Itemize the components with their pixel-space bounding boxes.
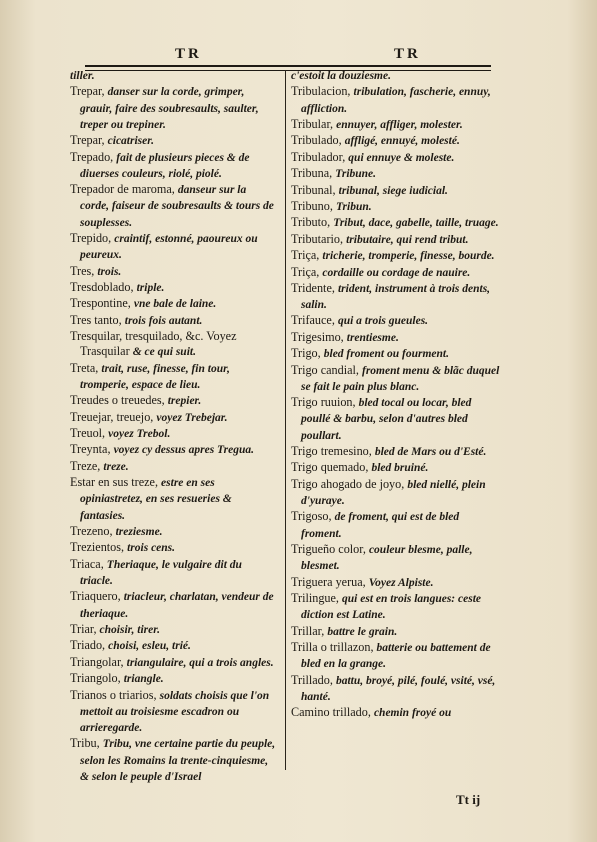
entry-headword: Trilingue, [291, 591, 343, 605]
dictionary-entry [70, 622, 276, 638]
dictionary-entry [291, 542, 501, 574]
dictionary-entry [70, 459, 276, 475]
dictionary-entry [70, 280, 276, 296]
dictionary-entry [291, 705, 501, 721]
entry-definition: couleur blesme, palle, blesmet. [301, 544, 473, 573]
dictionary-entry [291, 330, 501, 346]
dictionary-entry [291, 591, 501, 623]
dictionary-entry [70, 524, 276, 540]
entry-definition: tiller. [70, 70, 95, 82]
dictionary-entry [70, 655, 276, 671]
entry-headword: Trigo ahogado de joyo, [291, 476, 408, 491]
entry-headword: Trigueño color, [291, 542, 369, 557]
entry-headword: Trezientos, [70, 540, 128, 555]
entry-definition: craintif, estonné, paoureux ou peureux. [80, 232, 258, 262]
dictionary-entry [291, 133, 501, 149]
entry-definition: triple. [136, 281, 165, 294]
entry-definition: bled froment ou fourment. [323, 348, 449, 361]
entry-headword: Trigo, [291, 346, 324, 361]
entry-definition: de froment, qui est de bled froment. [301, 511, 460, 540]
entry-definition: tributaire, qui rend tribut. [346, 233, 469, 246]
dictionary-entry [70, 426, 276, 442]
entry-definition: trepier. [167, 395, 202, 408]
entry-headword: Trepado, [70, 149, 117, 164]
dictionary-entry [70, 296, 276, 312]
entry-definition: cicatriser. [107, 135, 154, 148]
entry-headword: Treudes o treuedes, [70, 393, 168, 408]
entry-definition: Theriaque, le vulgaire dit du triacle. [80, 558, 242, 588]
entry-headword: Triangolar, [70, 654, 127, 669]
entry-headword: Camino trillado, [291, 705, 374, 720]
entry-headword: Triaca, [70, 556, 107, 571]
entry-headword: Trepador de maroma, [70, 182, 178, 197]
dictionary-entry [291, 673, 501, 705]
dictionary-entry [70, 589, 276, 621]
entry-headword: Estar en sus treze, [70, 475, 162, 490]
entry-definition: trois fois autant. [124, 314, 203, 327]
dictionary-entry [291, 68, 501, 84]
entry-headword: Tribunal, [291, 182, 339, 197]
entry-headword: Tres, [70, 263, 98, 278]
entry-definition: Voyez Alpiste. [368, 576, 434, 589]
entry-definition: Tribun. [335, 200, 372, 213]
entry-headword: Trigoso, [291, 509, 335, 524]
entry-headword: Treuol, [70, 426, 109, 441]
dictionary-entry [70, 182, 276, 231]
entry-headword: Trigo tremesino, [291, 444, 375, 459]
entry-definition: voyez Trebejar. [156, 411, 228, 424]
dictionary-entry [291, 117, 501, 133]
entry-definition: bled niellé, plein d'yuraye. [301, 478, 486, 508]
entry-definition: battre le grain. [327, 625, 398, 638]
entry-definition: bled de Mars ou d'Esté. [374, 446, 487, 459]
entry-headword: Tresdoblado, [70, 279, 137, 294]
dictionary-entry [70, 84, 276, 133]
dictionary-entry [70, 313, 276, 329]
dictionary-entry [291, 84, 501, 116]
dictionary-entry [70, 638, 276, 654]
entry-definition: triangulaire, qui a trois angles. [126, 656, 274, 669]
entry-definition: choisir, tirer. [99, 624, 160, 637]
header-rule [85, 65, 491, 67]
dictionary-entry [291, 313, 501, 329]
entry-definition: qui ennuye & moleste. [348, 151, 455, 164]
entry-definition: trident, instrument à trois dents, salin. [301, 282, 491, 312]
dictionary-entry [291, 199, 501, 215]
entry-headword: Trespontine, [70, 296, 134, 311]
right-column [291, 68, 501, 722]
entry-headword: Tridente, [291, 280, 338, 295]
dictionary-entry [70, 475, 276, 524]
entry-headword: Trigesimo, [291, 329, 347, 344]
dictionary-entry [70, 442, 276, 458]
entry-definition: chemin froyé ou [373, 707, 452, 720]
running-head-right: TR [394, 46, 421, 62]
entry-definition: choisi, esleu, trié. [108, 640, 191, 653]
entry-definition: bled tocal ou locar, bled poullé & barbu, selon d'autres bled poullart. [301, 397, 472, 442]
entry-headword: Triça, [291, 248, 323, 263]
entry-headword: Trilla o trillazon, [291, 639, 377, 654]
dictionary-entry [291, 640, 501, 672]
entry-headword: Trifauce, [291, 313, 338, 328]
entry-headword: Treuejar, treuejo, [70, 409, 157, 424]
entry-headword: Trezeno, [70, 524, 116, 539]
dictionary-entry [291, 575, 501, 591]
dictionary-entry [70, 410, 276, 426]
dictionary-entry [70, 133, 276, 149]
entry-headword: Tribulado, [291, 133, 345, 148]
entry-definition: bled bruiné. [371, 462, 429, 475]
entry-definition: qui a trois gueules. [337, 315, 429, 328]
dictionary-entry [291, 509, 501, 541]
dictionary-entry [291, 215, 501, 231]
entry-definition: voyez cy dessus apres Tregua. [113, 444, 254, 457]
entry-headword: Trigo quemado, [291, 460, 372, 475]
signature-mark: Tt ij [456, 792, 481, 807]
entry-definition: danseur sur la corde, faiseur de soubresaults & tours de souplesses. [80, 184, 274, 229]
dictionary-entry [70, 150, 276, 182]
entry-headword: Tributo, [291, 215, 334, 230]
dictionary-entry [291, 183, 501, 199]
entry-headword: Tres tanto, [70, 312, 125, 327]
entry-headword: Trigo candial, [291, 362, 362, 377]
entry-headword: Triar, [70, 622, 100, 637]
entry-headword: Treze, [70, 458, 104, 473]
dictionary-entry [70, 671, 276, 687]
entry-headword: Triaquero, [70, 589, 124, 604]
dictionary-entry [70, 736, 276, 785]
entry-definition: fait de plusieurs pieces & de diuerses couleurs, riolé, piolé. [80, 151, 250, 180]
entry-definition: tribunal, siege iudicial. [338, 184, 448, 197]
entry-headword: Tribuno, [291, 198, 336, 213]
dictionary-entry [291, 248, 501, 264]
entry-headword: Trillado, [291, 672, 336, 687]
entry-definition: ennuyer, affliger, molester. [336, 118, 463, 131]
dictionary-entry [70, 68, 276, 84]
dictionary-entry [291, 265, 501, 281]
entry-definition: trois cens. [127, 542, 176, 555]
entry-definition: tricherie, tromperie, finesse, bourde. [322, 250, 495, 263]
dictionary-entry [291, 232, 501, 248]
dictionary-entry [291, 150, 501, 166]
entry-headword: Trianos o triarios, [70, 687, 160, 702]
entry-definition: estre en ses opiniastretez, en ses resueries & fantasies. [80, 477, 232, 522]
entry-headword: Trepar, [70, 84, 108, 99]
dictionary-entry [291, 444, 501, 460]
entry-headword: Trigo ruuion, [291, 395, 359, 410]
dictionary-entry [291, 346, 501, 362]
entry-definition: Tribu, vne certaine partie du peuple, selon les Romains la trente-cinquiesme, & selon le peuple d'Israel [80, 738, 276, 783]
entry-headword: Triado, [70, 638, 109, 653]
dictionary-entry [291, 395, 501, 444]
entry-headword: Trepido, [70, 230, 115, 245]
entry-definition: trentiesme. [346, 331, 399, 344]
entry-headword: Trillar, [291, 623, 328, 638]
entry-definition: qui est en trois langues: ceste diction est Latine. [301, 593, 481, 622]
entry-headword: Tribulacion, [291, 84, 354, 99]
running-head-left: TR [175, 46, 202, 62]
column-divider [285, 70, 286, 770]
entry-definition: voyez Trebol. [108, 428, 171, 441]
dictionary-entry [70, 557, 276, 589]
dictionary-entry [70, 231, 276, 263]
entry-headword: Tresquilar, tresquilado, &c. Voyez Trasquilar [70, 329, 237, 359]
entry-headword: Tribular, [291, 116, 337, 131]
entry-definition: vne bale de laine. [133, 298, 217, 311]
dictionary-entry [70, 393, 276, 409]
entry-definition: tribulation, fascherie, ennuy, affliction. [301, 86, 491, 115]
entry-headword: Trepar, [70, 133, 108, 148]
entry-headword: Tributario, [291, 231, 347, 246]
dictionary-entry [291, 460, 501, 476]
dictionary-entry [291, 363, 501, 395]
entry-definition: froment menu & blãc duquel se fait le pain plus blanc. [301, 364, 500, 393]
dictionary-entry [291, 166, 501, 182]
dictionary-entry [291, 624, 501, 640]
entry-headword: Triguera yerua, [291, 574, 369, 589]
entry-definition: trait, ruse, finesse, fin tour, tromperie, espace de lieu. [80, 362, 230, 391]
entry-headword: Triça, [291, 264, 323, 279]
entry-definition: & ce qui suit. [132, 346, 196, 359]
entry-headword: Treta, [70, 360, 102, 375]
dictionary-entry [70, 329, 276, 360]
dictionary-entry [70, 361, 276, 393]
entry-headword: Triangolo, [70, 671, 124, 686]
entry-definition: triacleur, charlatan, vendeur de theriaque. [80, 591, 274, 620]
entry-definition: affligé, ennuyé, molesté. [344, 135, 460, 148]
entry-definition: triangle. [123, 673, 164, 686]
entry-headword: Treynta, [70, 442, 114, 457]
entry-definition: c'estoit la douziesme. [291, 70, 391, 82]
dictionary-entry [70, 688, 276, 737]
dictionary-entry [70, 264, 276, 280]
dictionary-entry [291, 281, 501, 313]
entry-definition: Tribune. [335, 168, 377, 181]
dictionary-entry [70, 540, 276, 556]
left-column [70, 68, 276, 785]
entry-definition: soldats choisis que l'on mettoit au troisiesme escadron ou arrieregarde. [80, 689, 270, 734]
entry-definition: battu, broyé, pilé, foulé, vsité, vsé, hanté. [301, 674, 496, 703]
entry-definition: danser sur la corde, grimper, grauir, faire des soubresaults, saulter, treper ou trepiner. [80, 86, 259, 131]
entry-definition: treziesme. [115, 526, 163, 539]
entry-headword: Tribu, [70, 736, 103, 751]
entry-definition: Tribut, dace, gabelle, taille, truage. [333, 217, 499, 230]
entry-definition: treze. [103, 460, 129, 473]
dictionary-entry [291, 477, 501, 509]
entry-definition: batterie ou battement de bled en la grange. [301, 641, 491, 671]
entry-definition: cordaille ou cordage de nauire. [322, 266, 471, 279]
entry-headword: Tribuna, [291, 166, 336, 181]
entry-headword: Tribulador, [291, 149, 349, 164]
entry-definition: trois. [97, 265, 122, 278]
